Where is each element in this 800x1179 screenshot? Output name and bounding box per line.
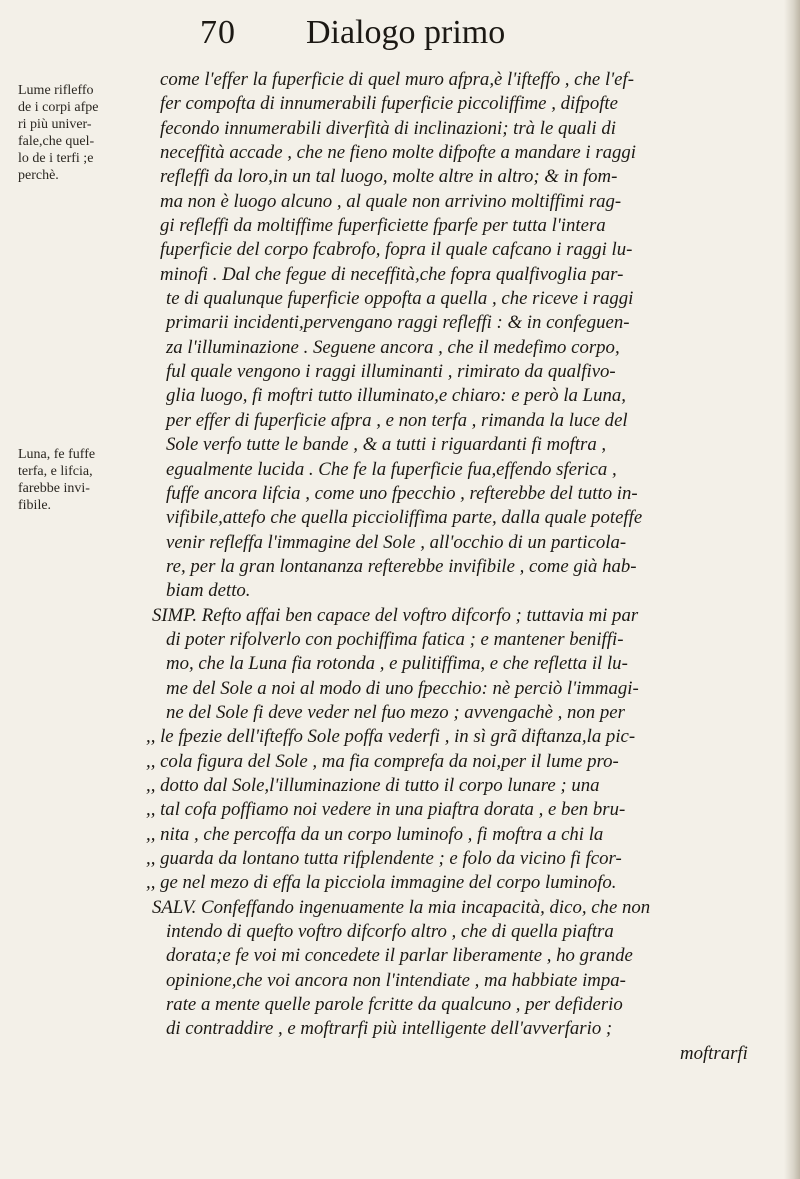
quoted-line: ,, tal cofa poffiamo noi vedere in una piaftra dorata , e ben bru- [146, 799, 626, 821]
page-edge [784, 0, 800, 1179]
text-line: fuperficie del corpo fcabrofo, fopra il quale cafcano i raggi lu- [160, 239, 633, 261]
text-line: me del Sole a noi al modo di uno fpecchio: nè perciò l'immagi- [166, 677, 639, 699]
text-line: egualmente lucida . Che fe la fuperficie fua,effendo sferica , [166, 458, 617, 480]
margin-note-line: fale,che quel- [18, 134, 95, 149]
text-line: glia luogo, fi moftri tutto illuminato,e chiaro: e però la Luna, [166, 385, 626, 407]
text-line: primarii incidenti,pervengano raggi refleffi : & in confeguen- [166, 312, 630, 334]
body-text [146, 68, 778, 1066]
margin-note-line: Luna, fe fuffe [18, 447, 96, 462]
catchword: moftrarfi [680, 1042, 748, 1064]
text-line: come l'effer la fuperficie di quel muro afpra,è l'ifteffo , che l'ef- [160, 69, 634, 90]
margin-note-reflected-light [18, 82, 120, 184]
speaker-line-salviati: SALV. Confeffando ingenuamente la mia incapacità, dico, che non [152, 896, 651, 918]
quoted-line: ,, le fpezie dell'ifteffo Sole poffa vederfi , in sì grã diftanza,la pic- [146, 726, 636, 748]
running-title: Dialogo primo [306, 14, 506, 51]
text-line: ma non è luogo alcuno , al quale non arrivino moltiffimi rag- [160, 190, 622, 212]
margin-note-line: farebbe invi- [18, 481, 90, 496]
margin-note-line: perchè. [18, 168, 59, 183]
text-line: Sole verfo tutte le bande , & a tutti i riguardanti fi moftra , [166, 434, 607, 456]
page-number: 70 [200, 14, 236, 51]
speaker-line-simplicio: SIMP. Refto affai ben capace del voftro difcorfo ; tuttavia mi par [152, 604, 639, 626]
margin-note-line: de i corpi afpe [18, 100, 99, 115]
quoted-line: ,, dotto dal Sole,l'illuminazione di tutto il corpo lunare ; una [146, 774, 600, 796]
text-line: neceffità accade , che ne fieno molte difpofte a mandare i raggi [160, 142, 637, 164]
quoted-line: ,, nita , che percoffa da un corpo luminofo , fi moftra a chi la [146, 823, 604, 845]
text-line: minofi . Dal che fegue di neceffità,che fopra qualfivoglia par- [160, 263, 624, 285]
text-line: fecondo innumerabili diverfità di inclinazioni; trà le quali di [160, 117, 616, 139]
text-line: venir refleffa l'immagine del Sole , all'occhio di un particola- [166, 531, 627, 553]
margin-note-moon [18, 446, 120, 514]
text-line: per effer di fuperficie afpra , e non terfa , rimanda la luce del [166, 409, 628, 431]
text-line: re, per la gran lontananza refterebbe invifibile , come già hab- [166, 555, 637, 577]
text-line: di poter rifolverlo con pochiffima fatica ; e mantener beniffi- [166, 628, 624, 650]
text-line: fer compofta di innumerabili fuperficie piccoliffime , difpofte [160, 93, 618, 115]
margin-note-line: lo de i terfi ;e [18, 151, 94, 166]
quoted-line: ,, ge nel mezo di effa la picciola immagine del corpo luminofo. [146, 872, 617, 894]
text-line: gi refleffi da moltiffime fuperficiette fparfe per tutta l'intera [160, 215, 606, 237]
margin-note-line: fibile. [18, 498, 52, 513]
margin-note-line: terfa, e lifcia, [18, 464, 93, 479]
text-line: biam detto. [166, 580, 251, 602]
text-line: ful quale vengono i raggi illuminanti , rimirato da qualfivo- [166, 361, 616, 383]
text-line: rate a mente quelle parole fcritte da qualcuno , per defiderio [166, 994, 623, 1016]
text-line: opinione,che voi ancora non l'intendiate , ma habbiate impa- [166, 969, 626, 991]
text-line: intendo di quefto voftro difcorfo altro , che di quella piaftra [166, 921, 614, 943]
page-header [0, 6, 800, 56]
margin-note-line: Lume rifleffo [18, 83, 94, 98]
text-line: refleffi da loro,in un tal luogo, molte altre in altro; & in fom- [160, 166, 618, 188]
text-line: dorata;e fe voi mi concedete il parlar liberamente , ho grande [166, 945, 633, 967]
quoted-line: ,, guarda da lontano tutta rifplendente ; e folo da vicino fi fcor- [146, 848, 622, 869]
text-line: fuffe ancora lifcia , come uno fpecchio , refterebbe del tutto in- [166, 482, 638, 504]
text-line: mo, che la Luna fia rotonda , e pulitiffima, e che refletta il lu- [166, 653, 628, 675]
text-line: vifibile,attefo che quella piccioliffima parte, dalla quale poteffe [166, 507, 643, 529]
margin-note-line: ri più univer- [18, 117, 92, 132]
text-line: di contraddire , e moftrarfi più intelligente dell'avverfario ; [166, 1018, 613, 1040]
quoted-line: ,, cola figura del Sole , ma fia comprefa da noi,per il lume pro- [146, 750, 619, 772]
text-line: ne del Sole fi deve veder nel fuo mezo ; avvengachè , non per [166, 701, 625, 723]
text-line: za l'illuminazione . Seguene ancora , che il medefimo corpo, [166, 336, 620, 358]
text-line: te di qualunque fuperficie oppofta a quella , che riceve i raggi [166, 288, 634, 310]
